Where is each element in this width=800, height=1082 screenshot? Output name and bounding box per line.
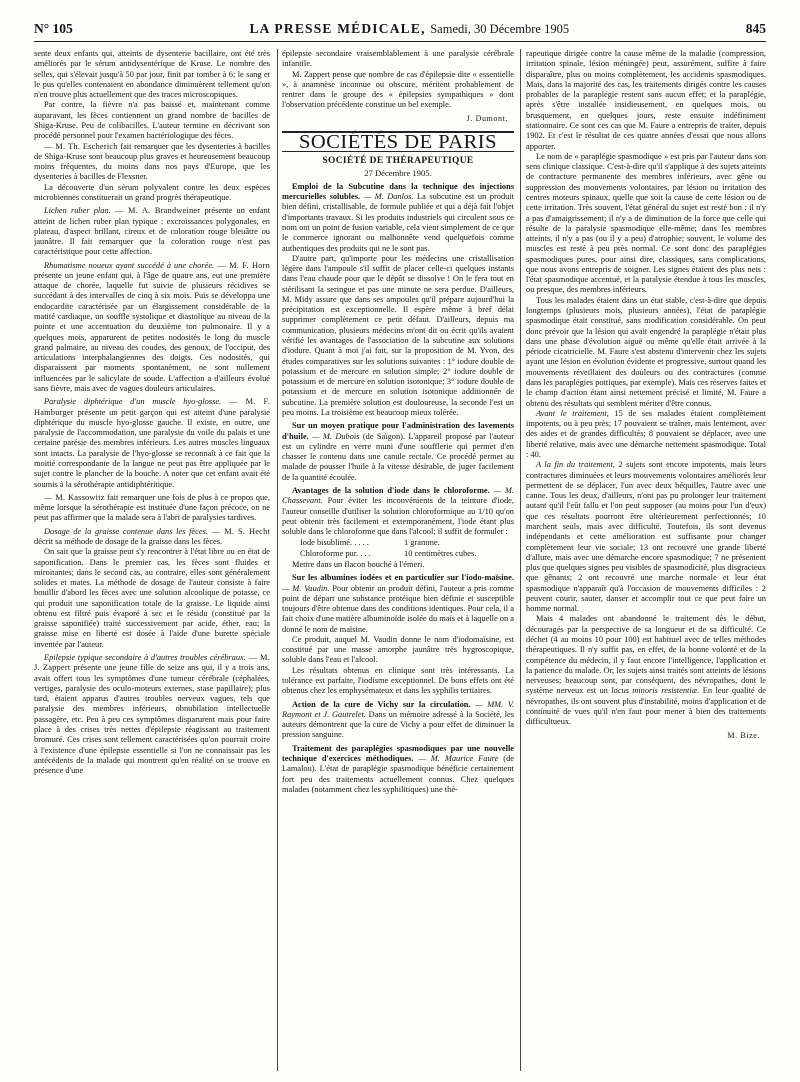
page-number: 845 [745, 21, 766, 36]
speaker-name: — MM. V. Raymont et J. Gautrelet. [282, 699, 514, 719]
paragraph-text: (de Saïgon). L'appareil proposé par l'auteur est un cylindre en verre muni d'une soufflerie qui permet d'en chasser le contenu dans une canule rectale. Ce procédé permet au malade de pousser l'huile à la vitesse désirable, de juger facilement de la quantité écoulée. [282, 431, 514, 482]
communication [34, 261, 270, 395]
paragraph [526, 460, 766, 614]
paragraph-text: La subcutine est un produit bien défini, cristallisable, de formule publiée et qui a déjà fait l'objet d'importants travaux. Si les produits industriels qui circulent sous ce nom ont un point de fusion variable, cela vient simplement de ce que le commerce ignorant ou malhonnête vend quelquefois comme authentiques des produits qui ne le sont pas. [282, 192, 514, 253]
paragraph-text: Dans un mémoire adressé à la Société, les auteurs démontrent que la cure de Vichy a pour effet de diminuer la pression sanguine. [282, 709, 514, 740]
page-header [34, 21, 766, 42]
speaker-name: — M. S. Hecht [207, 526, 270, 536]
paragraph: rapeutique dirigée contre la cause même de la maladie (compression, irritation spinale, lésion méningée) peut, assurément, suffire à faire disparaître, plus ou moins complètement, les accidents spasmodiques. Mais, dans la majorité des cas, les traitements dirigés contre les causes probables de la paraplégie restent sans aucun effet; et la paraplégie, après s'être installée insidieusement, en quelques mois, ou brusquement, en quelques jours, reste ensuite indéfiniment stationnaire. Ce sont ces cas que M. Faure a entrepris de traiter, depuis 1902. Et c'est le résultat de ces quatre années d'essai que nous allons apporter. [526, 49, 766, 151]
communication [282, 700, 514, 741]
communication-title: Paralysie diphtérique d'un muscle hyo-glosse. [44, 397, 222, 407]
paragraph: La découverte d'un sérum polyvalent contre les deux espèces microbiennes constituerait un grand progrès thérapeutique. [34, 182, 270, 202]
communication-title: Rhumatisme noueux ayant succédé à une chorée. [44, 260, 215, 270]
communication-title: Sur un moyen pratique pour l'administration des lavements d'huile. [282, 421, 514, 441]
paragraph: sente deux enfants qui, atteints de dysenterie bacillaire, ont été très améliorés par le sérum antidysentérique de Kruse. Le nombre des selles, qui s'élevait jusqu'à 50 par jour, finit par tomber à 6; le sang et le pus qu'elles contenaient en abondance diminuèrent tellement qu'on n'en trouve plus actuellement que des traces microscopiques. [34, 49, 270, 100]
latin-phrase: locus minoris resistentiæ. [611, 686, 700, 696]
author-signature: M. Bize. [727, 730, 760, 740]
paragraph [526, 614, 766, 727]
speaker-name: — M. Chassevant. [282, 485, 514, 506]
communication [282, 182, 514, 254]
column-left [34, 49, 270, 1073]
communication-title: Emploi de la Subcutine dans la technique des injections mercurielles solubles. [282, 181, 514, 202]
communication [282, 744, 514, 795]
paragraph-text: 2 sujets sont encore impotents, mais leurs contractures diminuées et leurs mouvements volontaires améliorés leur permettent de se déplacer, l'un avec deux béquilles, l'autre avec une canne. Tous les deux, d'ailleurs, n'ont pas pu prolonger leur traitement autant qu'il l'eût fallu et l'on peut supposer (au moins pour l'un d'eux) que ces résultats pourront être ultérieurement perfectionnés; 10 marchent seuls, mais avec difficulté. Toutefois, ils sont devenus indépendants et cette amélioration est suffisante pour changer complètement leur vie sociale; 13 ont recouvré une grande liberté d'allure, mais avec une démarche encore spasmodique; 7 ne présentent plus que quelques signes peu visibles de spasmodicité, plus disgracieux que gênants; 2 ont recouvré une marche normale et leur état spasmodique n'apparaît qu'à l'occasion de mouvements difficiles : 2 peuvent courir, sauter, danser et accomplir tout ce que peut faire un homme normal. [526, 460, 766, 614]
paragraph-text: présente un petit garçon qui est atteint d'une paralysie diphtérique du muscle hyo-glosse gauche. Il existe, en outre, une paralysie de l'accommodation, une paralysie du voile du palais et une certaine parésie des membres inférieurs. Les autres muscles linguaux sont intacts. La paralysie de l'hyo-glosse se reconnaît à ce fait que la moitié correspondante de la langue ne peut pas être appliquée par le sujet contre le plancher de la bouche. A noter que cet enfant avait été soumis à la sérothérapie antidiphtéritique. [34, 407, 270, 489]
communication [282, 421, 514, 483]
paragraph-text: présente une jeune fille de seize ans qui, il y a trois ans, avait offert tous les symptômes d'une tumeur cérébrale (céphalées, vertiges, paralysie des oculo-moteurs externes, stase papillaire); plus tard, étaient apparus d'autres troubles nerveux vagues, tels que paralysie des membres inférieurs, obnubilation intellectuelle passagère, etc. Peu à peu ces symptômes disparurent mais pour faire place à des crises très nettes d'épilepsie réagissant au traitement bromuré. Ces crises sont tellement caractérisées qu'on pourrait croire à l'existence d'une épilepsie essentielle si l'on ne connaissait pas les antécédents de la malade qui montrent qu'en réalité on se trouve en présence d'une [34, 663, 270, 776]
paragraph [526, 409, 766, 460]
paragraph-text: fait remarquer que les dysenteries à bacilles de Shiga-Kruse sont beaucoup plus graves et heureusement beaucoup moins fréquentes, du moins dans nos pays d'Europe, que les dysenteries à bacilles de Flexsner. [34, 141, 270, 182]
paragraph-text: fait remarquer une fois de plus à ce propos que, même lorsque la sérothérapie est instituée d'une façon précoce, on ne peut pas affirmer que la malade sera à l'abri de paralysies tardives. [34, 492, 270, 523]
paragraph: épilepsie secondaire vraisemblablement à une paralysie cérébrale infantile. [282, 49, 514, 69]
speaker-name: — M. A. Brandweiner [110, 206, 201, 216]
communication [282, 486, 514, 537]
paragraph: On sait que la graisse peut s'y rencontrer à l'état libre ou en état de saponification. Dans le premier cas, les fèces sont fluides et miroitantes; dans le second cas, au contraire, elles sont généralement solides et mates. La méthode de dosage de l'auteur consiste à faire bouillir d'abord les fèces avec une solution alcoolique de potasse, ce qui produit une saponification totale de la graisse. Le liquide ainsi obtenu est filtré puis évaporé à sec et le résidu (constitué par la graisse saponifiée) traité successivement par acide, éther, eau; la graisse mise en liberté est dosée à l'aide d'une burette spéciale inventée par l'auteur. [34, 547, 270, 649]
author-signature: J. Dumont. [466, 113, 508, 123]
paragraph [34, 142, 270, 183]
communication-title: Traitement des paraplégies spasmodiques par une nouvelle technique d'exercices méthodiques. [282, 743, 514, 763]
paragraph-text: (de Lamalou). L'état de paraplégie spasmodique bénéficie certainement fort peu des traitements actuellement connus. Chez quelques malades (notamment chez les syphilitiques) une thé- [282, 754, 514, 794]
paragraph-lead: A la fin du traitement, [536, 460, 616, 470]
communication [34, 206, 270, 257]
paragraph-text: Mais 4 malades ont abandonné le traitement dès le début, découragés par la perspective de sa longueur et de sa difficulté. Ce déchet (4 au moins 10 pour 100) est habituel avec de telles méthodes thérapeutiques. Il n'y suffit pas, en effet, de la bonne volonté et de la compétence du médecin, il y faut encore l'intelligence, l'application et la patience du malade. Or, les sujets ainsi traités sont atteints de lésions nerveuses; beaucoup sont, par conséquent, des névropathes, dont le système nerveux est un [526, 614, 766, 696]
communication-title: Dosage de la graisse contenue dans les fèces. [44, 526, 208, 536]
formula-ingredient: Iode bisublimé. . . . . [300, 538, 369, 548]
paragraph-text: 15 de ses malades étaient complètement impotents, ou à peu près; 17 pouvaient se traîner, mais lentement, avec des aides et de grandes difficultés; 8 pouvaient se déplacer, avec une liberté relative, mais avec une démarche nettement spasmodique. Total : 40. [526, 408, 766, 459]
issue-date: Samedi, 30 Décembre 1905 [430, 22, 570, 36]
speaker-name: — M. Danlos. [360, 192, 414, 202]
communication [34, 527, 270, 548]
speaker-name: — M. F. Hamburger [34, 397, 270, 417]
journal-title: LA PRESSE MÉDICALE, [249, 21, 426, 36]
section-heading: SOCIÉTÉS DE PARIS [282, 131, 514, 152]
issue-number: N° 105 [34, 21, 73, 36]
paragraph-text: Pour éviter les inconvénients de la teinture d'iode, l'auteur conseille d'utiliser la solution chloroformique au 1/10 qu'on peut obtenir très facilement et extemporanément, l'iode étant plus soluble dans le chloroforme que dans l'alcool; il suffit de formuler : [282, 496, 514, 537]
paragraph: Mettre dans un flacon bouché à l'émeri. [292, 559, 425, 569]
speaker-name: — M. J. Zappert [34, 653, 270, 673]
communication-title: Lichen ruber plan. [44, 206, 111, 216]
society-heading: SOCIÉTÉ DE THÉRAPEUTIQUE [322, 156, 474, 167]
paragraph-lead: Avant le traitement, [536, 408, 609, 418]
communication-title: Avantages de la solution d'iode dans le chloroforme. [292, 485, 490, 495]
paragraph: Ce produit, auquel M. Vaudin donne le nom d'iodomaïsine, est constitué par une masse amorphe jaunâtre très hygroscopique, soluble dans l'eau et l'alcool. [282, 634, 514, 665]
paragraph-text: Pour obtenir un produit défini, l'auteur a pris comme point de départ une substance protéique bien définie et susceptible toujours d'être obtenue dans des conditions identiques. Pour cela, il a fait choix d'une matière albuminoïde isolée du maïs et à laquelle on a donné le nom de maïsine. [282, 583, 514, 634]
communication-title: Sur les albumines iodées et en particulier sur l'iodo-maïsine. [292, 573, 514, 583]
column-rule-right [520, 49, 521, 1071]
paragraph [34, 493, 270, 524]
speaker-name: — M. F. Horn [214, 260, 270, 270]
paragraph: D'autre part, qu'importe pour les médecins une cristallisation légère dans l'ampoule s'il suffit de placer celle-ci quelques instants dans l'eau chaude pour que le dépôt se dissolve ! On le fera tout en stérilisant la seringue et pas une minute ne sera perdue. D'ailleurs, M. Midy assure que dans ses ampoules qu'il prépare aujourd'hui la précipitation est exceptionnelle. Il espère même à bref délai supprimer complètement ce petit défaut. D'ailleurs, depuis ma communication, plusieurs médecins m'ont dit ou écrit qu'ils avaient vérifié les avantages de l'association de la subcutine aux solutions d'iodure. Quant à moi j'ai fait, sur la proposition de M. Yvon, des études comparatives sur les solutions suivantes : 1° iodure double de potassium et de mercure en solution simple; 2° iodure double de potassium et de mercure en solution isotonique; 3° iodure double de potassium et de mercure en solution isotonique additionnée de subcutine. La première solution est douloureuse, la seconde l'est un peu moins. La troisième est beaucoup mieux tolérée. [282, 253, 514, 417]
formula-quantity: 1 gramme. [404, 538, 440, 548]
speaker-name: — M. Dubois [308, 431, 360, 441]
column-rule-left [277, 49, 278, 1071]
column-middle [282, 49, 514, 1073]
paragraph: Le nom de « paraplégie spasmodique » est pris par l'auteur dans son sens clinique classique. C'est-à-dire qu'il s'applique à des sujets atteints de contracture permanente des membres inférieurs, avec gêne ou suppression des mouvements volontaires, par lésion ou irritation des centres moteurs spinaux, quelle que soit la cause de cette lésion ou de cette irritation. Très souvent, l'état général du sujet est resté bon : il n'y a pas d'amaigrissement; il n'y a de diminution de la force que celle qui résulte de la paralysie spasmodique elle-même; dans les membres atteints, il n'y a pas (ou il y a peu) d'atrophie; souvent, le volume des muscles est resté à peu près normal. Ce sont donc des paraplégies spasmodiques pures, pour ainsi dire, classiques, sans complications, que nous avons entrepris de soigner. Les signes étaient des plus nets : l'état spasmodique accentué, et la paralysie étendue à tous les muscles, ou presque, des membres inférieurs. [526, 151, 766, 295]
communication-title: Action de la cure de Vichy sur la circulation. [292, 699, 471, 709]
speaker-name: — M. Th. Escherich [44, 141, 118, 151]
communication [282, 573, 514, 635]
paragraph-text: décrit sa méthode de dosage de la graisse dans les fèces. [34, 536, 223, 546]
column-right [526, 49, 766, 1073]
speaker-name: — M. Maurice Faure [413, 754, 499, 763]
paragraph: M. Zappert pense que nombre de cas d'épilepsie dite « essentielle », à anamnèse inconnue ou obscure, méritent probablement de rentrer dans le groupe des « épilepsies sympathiques » dont l'observation précédente constitue un bel exemple. [282, 69, 514, 110]
formula-ingredient: Chloroforme pur. . . . [300, 548, 371, 558]
journal-title-line [249, 21, 569, 37]
paragraph: Les résultats obtenus en clinique sont très intéressants. La tolérance est parfaite, l'iodisme exceptionnel. De bons effets ont été obtenus chez les emphysémateux et dans les syphilis tertiaires. [282, 665, 514, 696]
communication [34, 397, 270, 490]
paragraph-text: En leur qualité de névropathes, ils ont souvent plus d'instabilité, moins d'application et de continuité de vues qu'il n'en faut pour mener à bien des traitements difficultueux. [526, 686, 766, 727]
formula-quantity: 10 centimètres cubes. [404, 548, 477, 558]
paragraph-text: présente un jeune enfant qui, à l'âge de quatre ans, eut une première attaque de chorée, laquelle fut suivie de plusieurs récidives se succédant à des intervalles de cinq à six mois. Puis se développa une endocardite caractérisée par un élargissement considérable de la matité cardiaque, un souffle systolique et diastolique au niveau de la pointe et une accentuation du deuxième ton pulmonaire. Il y a quelques mois, apparurent de petites nodosités le long du muscle grand palmaire, au niveau des coudes, des genoux, de l'occiput, des articulations interphalangiennes des doigts. Ces nodosités, qui disparaissent par moments spontanément, ne sont nullement influencées par le salicylate de soude. L'affection a d'ailleurs évolué sans fièvre, mais avec de vagues douleurs articulaires. [34, 270, 270, 393]
prescription-formula [300, 538, 514, 559]
speaker-name: — M. Vaudin. [282, 583, 330, 593]
paragraph-text: présente un enfant atteint de lichen ruber plan typique : excroissances polygonales, en plateau, d'aspect brillant, cireux et de coloration rouge bleuâtre ou jaunâtre. Il fait remarquer que la coloration rouge n'est pas caractéristique pour cette affection. [34, 206, 270, 257]
speaker-name: — M. Kassowitz [44, 492, 105, 502]
paragraph: Tous les malades étaient dans un état stable, c'est-à-dire que depuis longtemps (plusieurs mois, plusieurs années), l'état de paraplégie spasmodique était constitué, sans modification considérable. On peut donc prévoir que la lésion qui avait engendré la paraplégie n'était plus dans une phase d'évolution aiguë ou même qu'elle était arrivée à la période cicatricielle. M. Faure s'est abstenu d'intervenir chez les sujets ayant une lésion en évolution évidente et progressive, surtout quand les mouvements réveillaient des douleurs ou des contractures (comme dans les paraplégies pottiques, par exemple). Mais ces réserves faites et le champ d'action étant ainsi nettement précisé et limité, M. Faure a obtenu des résultats qui semblent mériter d'être connus. [526, 295, 766, 408]
session-date: 27 Décembre 1905. [364, 167, 432, 178]
communication-title: Epilepsie typique secondaire à d'autres troubles cérébraux. [44, 653, 246, 663]
communication [34, 653, 270, 776]
paragraph: Par contre, la fièvre n'a pas baissé et, maintenant comme auparavant, les fèces contiennent un grand nombre de bacilles de Shiga-Kruse. Peu de colibacilles. L'auteur termine en décrivant son procédé personnel pour l'examen bactériologique des fèces. [34, 100, 270, 141]
